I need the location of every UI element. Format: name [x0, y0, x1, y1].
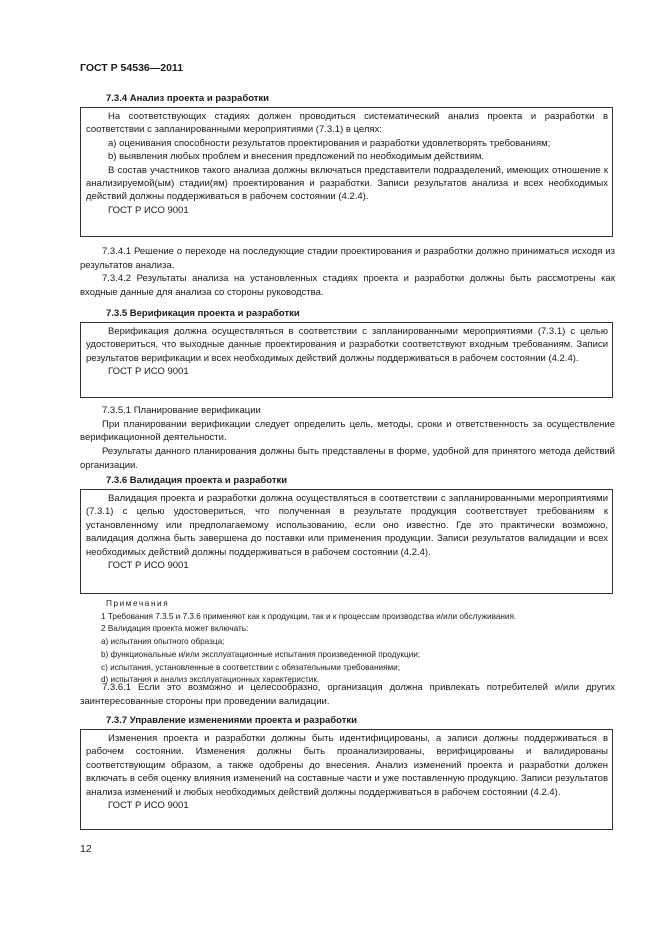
box-paragraph: В состав участников такого анализа должны включаться представители подразделений, имеющих отношение к анализируемой(ым) стадии(ям) проектирования и разработки. Записи результатов анализа и всех необходимых действий должны поддерживаться в рабочем состоянии (4.2.4). — [86, 164, 608, 203]
boxed-quote-7-3-4 — [80, 107, 613, 237]
box-list-item-a: a) оценивания способности результатов проектирования и разработки удовлетворять требованиям; — [108, 137, 551, 149]
note-item: 1 Требования 7.3.5 и 7.3.6 применяют как к продукции, так и к процессам производства и/или обслуживания. — [101, 611, 517, 621]
text-block-7-3-6-clauses — [80, 681, 615, 708]
section-heading-7-3-7: 7.3.7 Управление изменениями проекта и разработки — [106, 715, 357, 726]
paragraph: Результаты данного планирования должны быть представлены в форме, удобной для принятого метода действий организации. — [80, 446, 615, 471]
box-paragraph: Изменения проекта и разработки должны быть идентифицированы, а записи должны поддерживаться в рабочем состоянии. Изменения должны быть проанализированы, верифицированы и валидированы соответствующим образом, а также одобрены до внесения. Анализ изменений проекта и разработки должен включать в себя оценку влияния изменений на составные части и уже поставленную продукцию. Записи результатов анализа изменений и любых необходимых действий должны поддерживаться в рабочем состоянии (4.2.4). — [86, 733, 608, 798]
box-source-reference: ГОСТ Р ИСО 9001 — [108, 366, 189, 378]
boxed-quote-7-3-7 — [80, 729, 613, 830]
box-paragraph: Валидация проекта и разработки должна осуществляться в соответствии с запланированными мероприятиями (7.3.1) с целью удостовериться, что полученная в результате продукция соответствует требованиям к установленному или предполагаемому использованию, если оно известно. Где это практически возможно, валидация должна быть завершена до поставки или применения продукции. Записи результатов валидации и всех необходимых действий должны поддерживаться в рабочем состоянии (4.2.4). — [86, 493, 608, 558]
note-list-item: c) испытания, установленные в соответствии с обязательными требованиями; — [101, 662, 400, 672]
box-paragraph: На соответствующих стадиях должен проводиться систематический анализ проекта и разработки в соответствии с запланированными мероприятиями (7.3.1) в целях: — [86, 111, 608, 136]
paragraph: При планировании верификации следует определить цель, методы, сроки и ответственность за осуществление верификационной деятельности. — [80, 418, 615, 444]
box-source-reference: ГОСТ Р ИСО 9001 — [108, 204, 189, 216]
box-source-reference: ГОСТ Р ИСО 9001 — [108, 800, 189, 812]
note-list-item: a) испытания опытного образца; — [101, 637, 225, 647]
clause-7-3-6-1: 7.3.6.1 Если это возможно и целесообразно, организация должна привлекать потребителей и/или других заинтересованные стороны при проведении валидации. — [80, 682, 615, 707]
boxed-quote-7-3-6 — [80, 489, 613, 594]
section-heading-7-3-6: 7.3.6 Валидация проекта и разработки — [106, 475, 288, 486]
note-list-item: b) функциональные и/или эксплуатационные испытания произведенной продукции; — [101, 649, 421, 659]
clause-7-3-4-1: 7.3.4.1 Решение о переходе на последующие стадии проектирования и разработки должно приниматься исходя из результатов анализа. — [80, 246, 615, 271]
page-number: 12 — [80, 843, 92, 855]
clause-7-3-5-1-title: 7.3.5.1 Планирование верификации — [102, 405, 261, 416]
notes-block — [80, 598, 615, 687]
box-paragraph: Верификация должна осуществляться в соответствии с запланированными мероприятиями (7.3.1) с целью удостовериться, что выходные данные проектирования и разработки соответствуют входным требованиям. Записи результатов верификации и всех необходимых действий должны поддерживаться в рабочем состоянии (4.2.4). — [86, 326, 608, 364]
notes-heading: Примечания — [106, 599, 170, 608]
boxed-quote-7-3-5 — [80, 322, 613, 398]
box-source-reference: ГОСТ Р ИСО 9001 — [108, 560, 189, 572]
page-header-standard: ГОСТ Р 54536—2011 — [80, 62, 184, 74]
text-block-7-3-5-clauses — [80, 404, 615, 473]
section-heading-7-3-4: 7.3.4 Анализ проекта и разработки — [106, 93, 270, 104]
clause-7-3-4-2: 7.3.4.2 Результаты анализа на установленных стадиях проекта и разработки должны быть рассмотрены как входные данные для анализа со стороны руководства. — [80, 273, 615, 299]
note-list-item: d) испытания и анализ эксплуатационных характеристик. — [101, 675, 320, 685]
box-list-item-b: b) выявления любых проблем и внесения предложений по необходимым действиям. — [108, 151, 485, 163]
text-block-7-3-4-clauses — [80, 245, 615, 300]
section-heading-7-3-5: 7.3.5 Верификация проекта и разработки — [106, 308, 300, 319]
note-item: 2 Валидация проекта может включать: — [101, 624, 249, 634]
